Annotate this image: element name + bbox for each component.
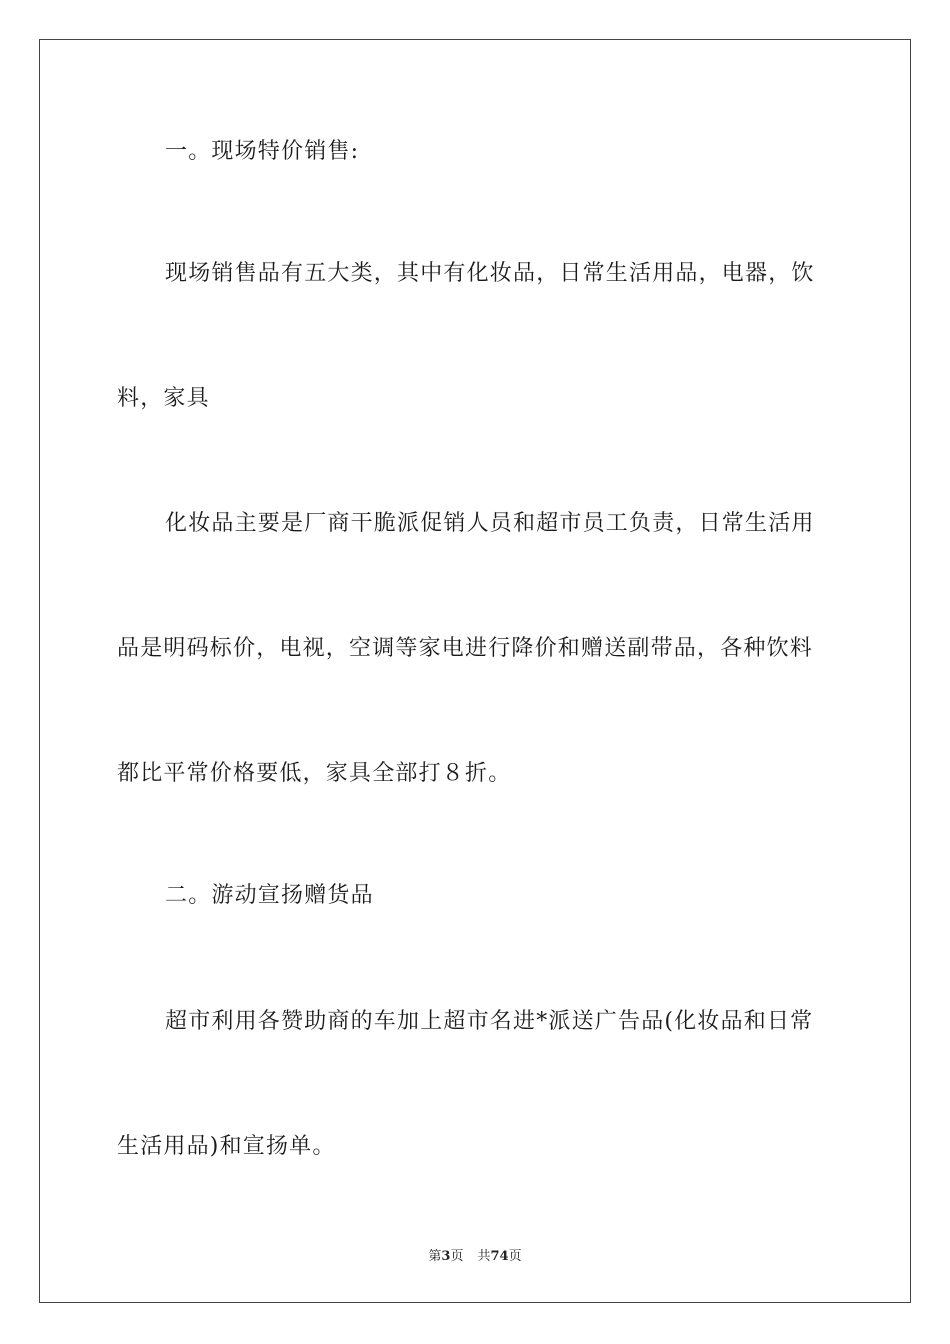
paragraph-line: 料，家具 [117,386,210,411]
paragraph-line: 品是明码标价，电视，空调等家电进行降价和赠送副带品，各种饮料 [117,636,814,661]
footer-page-total: 74 [490,1249,509,1264]
paragraph-line: 超市利用各赞助商的车加上超市名进*派送广告品(化妆品和日常 [165,1009,814,1034]
footer-page-current: 3 [441,1249,451,1264]
footer-total-prefix: 共 [477,1249,491,1264]
page-border [39,39,911,1303]
paragraph-line: 都比平常价格要低，家具全部打８折。 [117,761,512,786]
footer-total-unit: 页 [508,1249,522,1264]
page-footer [0,1248,950,1266]
paragraph-line: 生活用品)和宣扬单。 [117,1134,336,1159]
paragraph-line: 化妆品主要是厂商干脆派促销人员和超市员工负责，日常生活用 [165,511,815,536]
footer-page-unit: 页 [450,1249,464,1264]
section-heading-2: 二。游动宣扬赠货品 [165,883,374,908]
paragraph-line: 现场销售品有五大类，其中有化妆品，日常生活用品，电器，饮 [165,261,815,286]
footer-page-prefix: 第 [428,1249,442,1264]
section-heading-1: 一。现场特价销售: [165,139,360,164]
